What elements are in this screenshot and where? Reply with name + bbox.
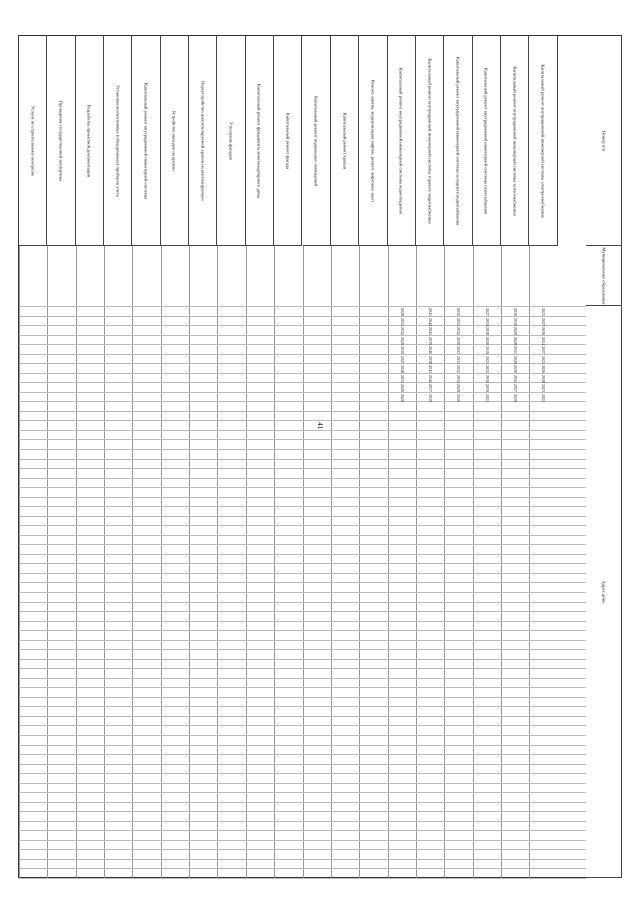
column-header: [473, 36, 501, 246]
table-cell: 2042: [428, 317, 434, 326]
column-header-label: Капитальный ремонт крыши: [342, 112, 348, 169]
table-cell: 2033: [456, 346, 462, 355]
table-cell: 2026: [399, 384, 405, 393]
row-divider: [19, 516, 586, 517]
row-divider: [19, 659, 586, 660]
row-divider: [19, 544, 586, 545]
column-header: [132, 36, 160, 246]
row-divider: [19, 468, 586, 469]
row-divider: [19, 573, 586, 574]
row-divider: [19, 849, 586, 850]
row-divider: [19, 525, 586, 526]
row-divider: [19, 754, 586, 755]
capital-repair-table: [18, 35, 622, 878]
table-cell: 2021: [484, 355, 490, 364]
table-cell: 2032: [513, 374, 519, 383]
row-divider: [19, 840, 586, 841]
table-cell: 2029: [513, 355, 519, 364]
table-cell: 2031: [513, 346, 519, 355]
table-cell: 2024: [541, 336, 547, 345]
table-cell: 2042: [428, 374, 434, 383]
column-header-label: Капитальный ремонт фасада: [285, 112, 291, 169]
table-cell: 2020: [484, 336, 490, 345]
column-header-label: Капитальный ремонт внутридомовой инженерной системы водоотведения: [398, 67, 404, 214]
table-cell: 2021: [484, 393, 490, 402]
row-divider: [19, 335, 586, 336]
column-header-label: Установка коллективных (общедомовых) приборов учета: [115, 84, 121, 197]
column-header-label: Капитальный ремонт внутридомовой инженерной системы электроснабжения: [540, 63, 546, 218]
row-divider: [19, 611, 586, 612]
table-cell: 2019: [484, 317, 490, 326]
row-divider: [19, 316, 586, 317]
column-header: [217, 36, 245, 246]
row-divider: [19, 459, 586, 460]
row-divider: [19, 868, 586, 869]
row-divider: [19, 344, 586, 345]
row-divider: [19, 735, 586, 736]
column-header-label: Ремонт, замена, модернизация лифтов, ремонт лифтовых шахт: [370, 79, 376, 202]
row-divider: [19, 420, 586, 421]
column-header-label: Переустройство невентилируемой крыши на вентилируемую: [200, 80, 206, 201]
column-header: [331, 36, 359, 246]
column-header-label: Капитальный ремонт подвальных помещений: [313, 95, 319, 186]
column-header-label: Капитальный ремонт внутридомовой инженерной системы газоснабжения: [483, 67, 489, 214]
column-header: [359, 36, 387, 246]
table-cell: 2030: [399, 346, 405, 355]
column-header: [76, 36, 104, 246]
column-header-label: Капитальный ремонт фундамента многоквартирного дома: [256, 83, 262, 198]
table-cell: 2028: [513, 336, 519, 345]
table-cell: 2039: [428, 393, 434, 402]
column-header: [19, 36, 47, 246]
table-cell: 2020: [484, 374, 490, 383]
table-cell: 2018: [484, 327, 490, 336]
row-divider: [19, 602, 586, 603]
table-cell: 2019: [484, 384, 490, 393]
row-divider: [19, 430, 586, 431]
table-cell: 2041: [428, 365, 434, 374]
row-divider: [19, 373, 586, 374]
header-municipality-label: Муниципальное образование: [601, 246, 606, 305]
table-cell: 2029: [399, 393, 405, 402]
row-divider: [19, 497, 586, 498]
column-header-label: Устройство выходов на кровлю: [171, 109, 177, 172]
header-address: [586, 306, 622, 878]
column-header: [388, 36, 416, 246]
row-divider: [19, 411, 586, 412]
table-cell: 2032: [456, 365, 462, 374]
table-cell: 2030: [513, 308, 519, 316]
row-divider: [19, 811, 586, 812]
table-cell: 2029: [513, 327, 519, 336]
table-cell: 2030: [456, 393, 462, 402]
table-cell: 2029: [399, 336, 405, 345]
table-cell: 2031: [399, 317, 405, 326]
table-cell: 2029: [456, 384, 462, 393]
row-divider: [19, 687, 586, 688]
header-municipality: [586, 246, 622, 306]
table-cell: 2028: [399, 308, 405, 316]
row-divider: [19, 678, 586, 679]
row-divider: [19, 439, 586, 440]
row-divider: [19, 354, 586, 355]
table-cell: 2026: [541, 327, 547, 336]
row-divider: [19, 592, 586, 593]
row-divider: [19, 487, 586, 488]
row-divider: [19, 878, 586, 879]
table-cell: 2027: [513, 384, 519, 393]
table-cell: 2027: [484, 308, 490, 316]
row-divider: [19, 325, 586, 326]
table-cell: 2025: [541, 308, 547, 316]
column-header-label: Капитальный ремонт внутридомовой инженерной системы холодного водоснабжения: [455, 56, 461, 225]
column-header: [161, 36, 189, 246]
column-header-label: Утепление фасадов: [228, 121, 234, 160]
table-cell: 2027: [541, 346, 547, 355]
table-cell: 2019: [484, 346, 490, 355]
row-divider: [19, 783, 586, 784]
header-address-label: Адрес дома: [601, 580, 606, 603]
row-divider: [19, 792, 586, 793]
table-cell: 2032: [399, 327, 405, 336]
row-divider: [19, 802, 586, 803]
table-cell: 2041: [428, 327, 434, 336]
column-header: [529, 36, 557, 246]
row-divider: [19, 706, 586, 707]
row-divider: [19, 640, 586, 641]
table-grid: [19, 36, 586, 878]
row-divider: [19, 535, 586, 536]
table-cell: 2032: [456, 327, 462, 336]
row-divider: [19, 582, 586, 583]
table-cell: 2032: [456, 308, 462, 316]
table-cell: 2034: [456, 374, 462, 383]
table-cell: 2028: [541, 374, 547, 383]
table-cell: 2023: [541, 384, 547, 393]
row-divider: [19, 392, 586, 393]
table-cell: 2039: [428, 336, 434, 345]
header-num-label: Номер п/п: [601, 130, 606, 151]
column-header: [303, 36, 331, 246]
table-cell: 2033: [399, 374, 405, 383]
header-num: [586, 36, 622, 246]
table-cell: 2037: [428, 384, 434, 393]
column-header: [189, 36, 217, 246]
column-header: [501, 36, 529, 246]
row-divider: [19, 649, 586, 650]
table-cell: 2022: [484, 365, 490, 374]
column-header-label: Капитальный ремонт внутридомовой инженерной системы горячего водоснабжения: [427, 57, 433, 224]
row-divider: [19, 773, 586, 774]
table-cell: 2027: [399, 355, 405, 364]
table-cell: 2025: [541, 355, 547, 364]
row-divider: [19, 668, 586, 669]
row-divider: [19, 563, 586, 564]
table-cell: 2038: [428, 355, 434, 364]
row-divider: [19, 821, 586, 822]
row-divider: [19, 859, 586, 860]
table-cell: 2028: [399, 365, 405, 374]
column-header-label: Проведение государственной экспертизы: [58, 100, 64, 181]
row-divider: [19, 725, 586, 726]
row-divider: [19, 401, 586, 402]
table-cell: 2025: [541, 393, 547, 402]
row-divider: [19, 697, 586, 698]
column-header: [274, 36, 302, 246]
column-header-label: Капитальный ремонт внутридомовой инженерной системы: [143, 82, 149, 199]
column-header: [416, 36, 444, 246]
row-divider: [19, 478, 586, 479]
row-divider: [19, 716, 586, 717]
page-number: 141: [316, 418, 324, 430]
row-divider: [19, 554, 586, 555]
table-cell: 2031: [456, 317, 462, 326]
row-divider: [19, 745, 586, 746]
column-header-label: Услуги по строительному контролю: [30, 105, 36, 176]
row-divider: [19, 630, 586, 631]
row-divider: [19, 306, 586, 307]
column-header: [444, 36, 472, 246]
column-header-label: Капитальный ремонт внутридомовой инженерной системы теплоснабжения: [512, 65, 518, 216]
table-cell: 2030: [513, 365, 519, 374]
table-cell: 2031: [456, 355, 462, 364]
table-cell: 2041: [428, 308, 434, 316]
row-divider: [19, 506, 586, 507]
table-cell: 2027: [541, 317, 547, 326]
column-header-label: Разработка проектной документации: [86, 104, 92, 177]
row-divider: [19, 382, 586, 383]
table-cell: 2026: [541, 365, 547, 374]
row-divider: [19, 764, 586, 765]
row-divider: [19, 830, 586, 831]
row-divider: [19, 363, 586, 364]
table-cell: 2029: [513, 393, 519, 402]
table-cell: 2030: [513, 317, 519, 326]
row-divider: [19, 621, 586, 622]
table-cell: 2030: [456, 336, 462, 345]
column-header: [246, 36, 274, 246]
column-header: [104, 36, 132, 246]
column-header: [47, 36, 75, 246]
row-divider: [19, 449, 586, 450]
table-cell: 2040: [428, 346, 434, 355]
